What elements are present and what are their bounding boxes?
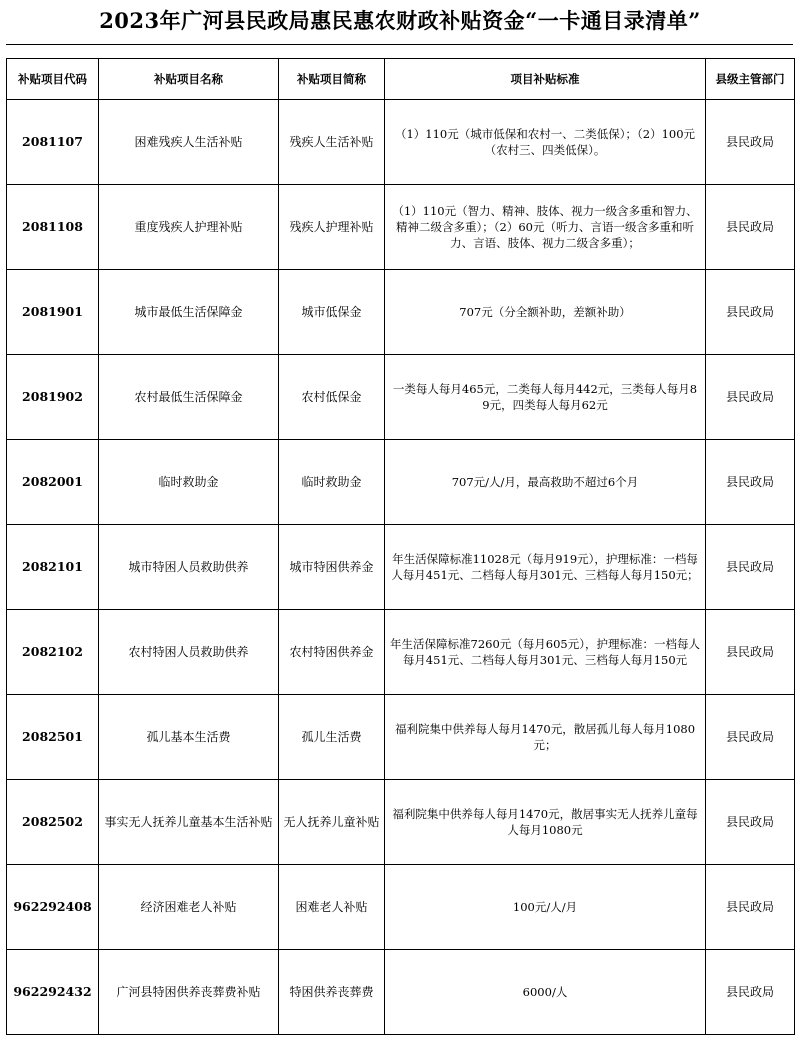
cell-name: 重度残疾人护理补贴 — [99, 185, 279, 270]
cell-name: 广河县特困供养丧葬费补贴 — [99, 950, 279, 1035]
cell-name: 农村最低生活保障金 — [99, 355, 279, 440]
cell-short: 农村低保金 — [279, 355, 385, 440]
cell-dept: 县民政局 — [706, 950, 795, 1035]
table-row — [7, 440, 795, 525]
subsidy-table — [6, 58, 795, 1035]
cell-code: 962292408 — [7, 865, 99, 950]
table-row — [7, 865, 795, 950]
cell-standard: （1）110元（城市低保和农村一、二类低保）；（2）100元（农村三、四类低保）。 — [385, 100, 706, 185]
cell-short: 城市特困供养金 — [279, 525, 385, 610]
cell-name: 临时救助金 — [99, 440, 279, 525]
table-row — [7, 525, 795, 610]
cell-standard: （1）110元（智力、精神、肢体、视力一级含多重和智力、精神二级含多重）；（2）60元（听力、言语一级含多重和听力、言语、肢体、视力二级含多重）； — [385, 185, 706, 270]
cell-dept: 县民政局 — [706, 610, 795, 695]
cell-dept: 县民政局 — [706, 865, 795, 950]
cell-code: 2082501 — [7, 695, 99, 780]
table-row — [7, 100, 795, 185]
page-title: 2023年广河县民政局惠民惠农财政补贴资金“一卡通目录清单” — [99, 8, 701, 33]
cell-standard: 707元/人/月，最高救助不超过6个月 — [385, 440, 706, 525]
cell-code: 2082502 — [7, 780, 99, 865]
cell-short: 孤儿生活费 — [279, 695, 385, 780]
cell-code: 962292432 — [7, 950, 99, 1035]
cell-code: 2082001 — [7, 440, 99, 525]
cell-name: 农村特困人员救助供养 — [99, 610, 279, 695]
cell-code: 2081108 — [7, 185, 99, 270]
cell-standard: 6000/人 — [385, 950, 706, 1035]
cell-name: 孤儿基本生活费 — [99, 695, 279, 780]
cell-short: 残疾人生活补贴 — [279, 100, 385, 185]
cell-dept: 县民政局 — [706, 525, 795, 610]
table-row — [7, 355, 795, 440]
cell-name: 经济困难老人补贴 — [99, 865, 279, 950]
cell-dept: 县民政局 — [706, 100, 795, 185]
cell-standard: 100元/人/月 — [385, 865, 706, 950]
cell-short: 农村特困供养金 — [279, 610, 385, 695]
header-name: 补贴项目名称 — [99, 59, 279, 100]
table-top-border — [6, 44, 793, 59]
cell-name: 事实无人抚养儿童基本生活补贴 — [99, 780, 279, 865]
table-row — [7, 780, 795, 865]
table-row — [7, 950, 795, 1035]
cell-standard: 一类每人每月465元，二类每人每月442元，三类每人每月89元，四类每人每月62元 — [385, 355, 706, 440]
table-header-row — [7, 59, 795, 100]
cell-short: 无人抚养儿童补贴 — [279, 780, 385, 865]
cell-code: 2081107 — [7, 100, 99, 185]
cell-code: 2082101 — [7, 525, 99, 610]
cell-dept: 县民政局 — [706, 355, 795, 440]
table-row — [7, 270, 795, 355]
cell-standard: 707元（分全额补助，差额补助） — [385, 270, 706, 355]
cell-name: 困难残疾人生活补贴 — [99, 100, 279, 185]
cell-short: 残疾人护理补贴 — [279, 185, 385, 270]
cell-short: 困难老人补贴 — [279, 865, 385, 950]
cell-standard: 年生活保障标准7260元（每月605元），护理标准：一档每人每月451元、二档每人每月301元、三档每人每月150元 — [385, 610, 706, 695]
table-row — [7, 695, 795, 780]
cell-code: 2081901 — [7, 270, 99, 355]
cell-name: 城市最低生活保障金 — [99, 270, 279, 355]
cell-standard: 福利院集中供养每人每月1470元，散居事实无人抚养儿童每人每月1080元 — [385, 780, 706, 865]
header-code: 补贴项目代码 — [7, 59, 99, 100]
cell-dept: 县民政局 — [706, 780, 795, 865]
cell-short: 特困供养丧葬费 — [279, 950, 385, 1035]
table-row — [7, 185, 795, 270]
cell-standard: 福利院集中供养每人每月1470元，散居孤儿每人每月1080元； — [385, 695, 706, 780]
cell-dept: 县民政局 — [706, 440, 795, 525]
table-row — [7, 610, 795, 695]
header-short: 补贴项目简称 — [279, 59, 385, 100]
cell-code: 2081902 — [7, 355, 99, 440]
cell-dept: 县民政局 — [706, 695, 795, 780]
cell-name: 城市特困人员救助供养 — [99, 525, 279, 610]
cell-short: 临时救助金 — [279, 440, 385, 525]
header-standard: 项目补贴标准 — [385, 59, 706, 100]
cell-dept: 县民政局 — [706, 185, 795, 270]
cell-standard: 年生活保障标准11028元（每月919元），护理标准：一档每人每月451元、二档每人每月301元、三档每人每月150元； — [385, 525, 706, 610]
cell-short: 城市低保金 — [279, 270, 385, 355]
cell-code: 2082102 — [7, 610, 99, 695]
header-dept: 县级主管部门 — [706, 59, 795, 100]
cell-dept: 县民政局 — [706, 270, 795, 355]
